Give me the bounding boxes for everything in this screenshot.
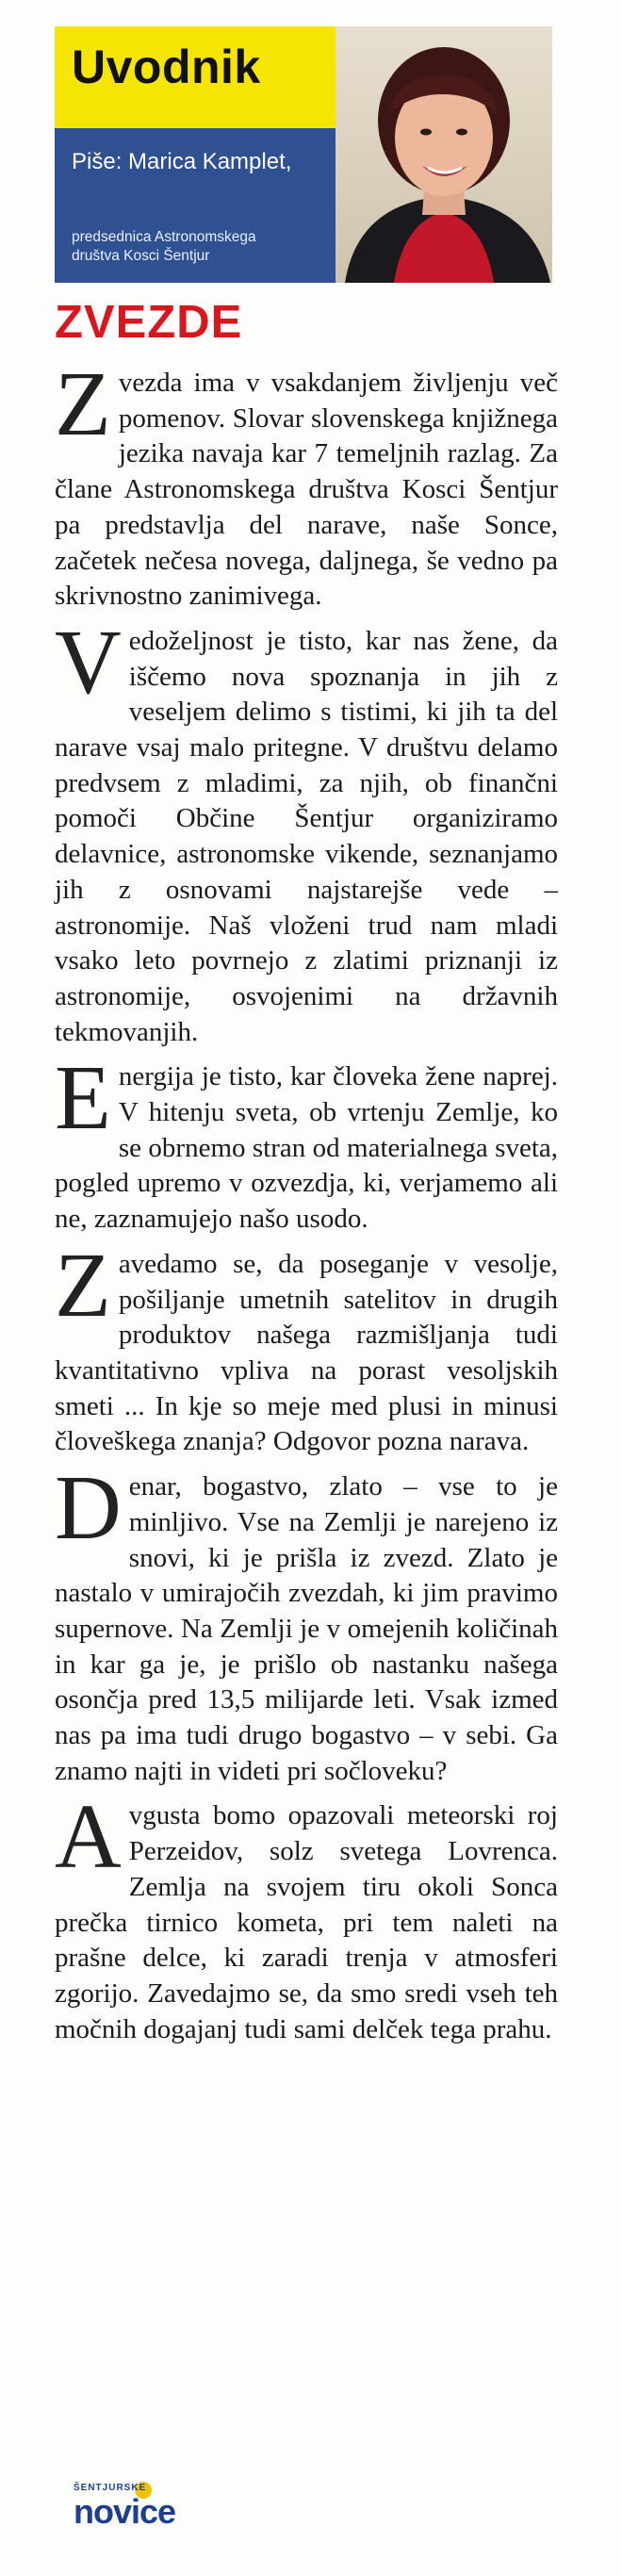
publication-logo <box>55 2477 209 2537</box>
paragraph <box>55 353 558 615</box>
title-bar <box>55 26 337 128</box>
author-role <box>72 228 336 266</box>
article-headline: ZVEZDE <box>55 297 243 348</box>
paragraph-text: edoželjnost je tisto, kar nas žene, da iščemo nova spoznanja in jih z veseljem delimo s tistimi, ki jih ta del narave vsaj malo pritegne. V društvu delamo predvsem z mladimi, za njih, ob finančni pomoči Občine Šentjur organiziramo delavnice, astronomske vikende, seznanjamo jih z osnovami najstarejše vede – astronomije. Naš vloženi trud nam mladi vsako leto povrnejo z zlatimi priznanji iz astronomije, osvojenimi na državnih tekmovanjih. <box>55 625 558 1047</box>
author-role-line-2: društva Kosci Šentjur <box>72 248 210 264</box>
drop-cap: Z <box>55 353 111 455</box>
paragraph-text: nergija je tisto, kar človeka žene naprej. V hitenju sveta, ob vrtenju Zemlje, ko se obrnemo stran od materialnega sveta, pogled upremo v ozvezdja, ki, verjamemo ali ne, zaznamujejo našo usodo. <box>55 1061 558 1235</box>
paragraph-text: vgusta bomo opazovali meteorski roj Perzeidov, solz svetega Lovrenca. Zemlja na svojem tiru okoli Sonca prečka tirnico kometa, pri tem naleti na prašne delce, ki zaradi trenja v atmosferi zgorijo. Zavedajmo se, da smo sredi vseh teh močnih dogajanj tudi sami delček tega prahu. <box>55 1800 558 2044</box>
paragraph-text: avedamo se, da poseganje v vesolje, pošiljanje umetnih satelitov in drugih produktov našega razmišljanja tudi kvantitativno vpliva na porast vesoljskih smeti ... In kje so meje med plusi in minusi človeškega znanja? Odgovor pozna narava. <box>55 1248 558 1457</box>
paragraph <box>55 611 558 1050</box>
paragraph <box>55 1047 558 1238</box>
drop-cap: A <box>55 1786 122 1889</box>
paragraph-text: vezda ima v vsakdanjem življenju več pomenov. Slovar slovenskega knjižnega jezika navaja kar 7 temeljnih razlag. Za člane Astronomskega društva Kosci Šentjur pa predstavlja del narave, naše Sonce, začetek nečesa novega, daljnega, še vedno pa skrivnostno zanimivega. <box>55 368 558 612</box>
drop-cap: Z <box>55 1234 111 1337</box>
drop-cap: V <box>55 611 122 714</box>
paragraph-text: enar, bogastvo, zlato – vse to je minljivo. Vse na Zemlji je narejeno iz snovi, ki je prišla iz zvezd. Zlato je nastalo v umirajočih zvezdah, ki jim pravimo supernove. Na Zemlji je v omejenih količinah in kar ga je, je prišlo ob nastanku našega osončja pred 13,5 milijarde leti. Vsak izmed nas pa ima tudi drugo bogastvo – v sebi. Ga znamo najti in videti pri sočloveku? <box>55 1471 558 1786</box>
logo-small-text: ŠENTJURSKE <box>74 2483 147 2493</box>
logo-big-text: novice <box>74 2492 176 2531</box>
article-body <box>55 353 558 2057</box>
author-name: Piše: Marica Kamplet, <box>72 149 292 174</box>
drop-cap: E <box>55 1047 111 1150</box>
paragraph <box>55 1234 558 1460</box>
author-role-line-1: predsednica Astronomskega <box>72 229 256 245</box>
section-title: Uvodnik <box>72 41 261 93</box>
editorial-header <box>55 26 552 283</box>
author-portrait <box>336 26 552 283</box>
drop-cap: D <box>55 1457 122 1560</box>
paragraph <box>55 1457 558 1789</box>
paragraph <box>55 1786 558 2047</box>
